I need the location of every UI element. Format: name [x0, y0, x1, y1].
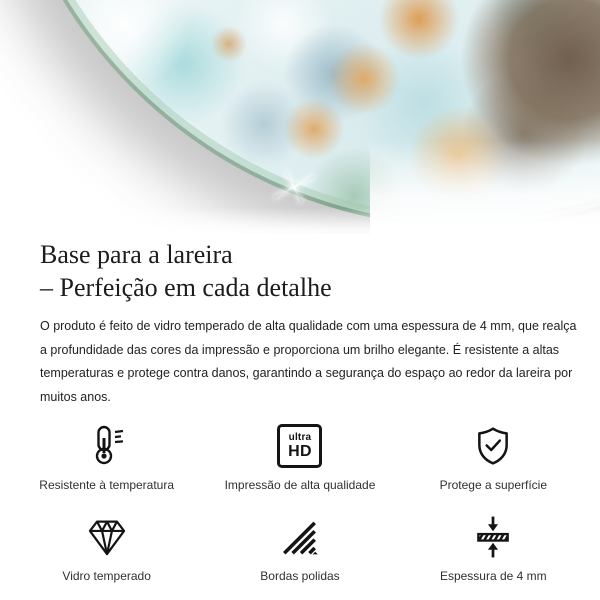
photo-bottom-fade [0, 208, 600, 234]
polished-edges-icon [279, 514, 321, 560]
feature-label: Resistente à temperatura [39, 478, 175, 492]
feature-label: Protege a superfície [439, 478, 548, 492]
product-description: O produto é feito de vidro temperado de alta qualidade com uma espessura de 4 mm, que realça a profundidade das cores da impressão e proporciona um brilho elegante. É resistente a altas temperaturas e protege contra danos, garantindo a segurança do espaço ao redor da lareira por muitos anos. [40, 319, 577, 404]
features-grid [0, 423, 600, 583]
feature-label: Vidro temperado [62, 569, 151, 583]
title-line-1: Base para a lareira [40, 240, 233, 269]
uhd-icon-text-hd: HD [288, 442, 312, 460]
feature-label: Impressão de alta qualidade [224, 478, 376, 492]
feature-tempered-glass [10, 514, 203, 583]
ultra-hd-icon [277, 423, 322, 469]
page-title [40, 238, 560, 304]
feature-label: Bordas polidas [260, 569, 340, 583]
product-photo [0, 0, 600, 234]
title-line-2: – Perfeição em cada detalhe [40, 273, 332, 302]
thickness-compress-icon [471, 514, 515, 560]
feature-polished-edges [203, 514, 396, 583]
feature-protection [397, 423, 590, 492]
feature-thickness [397, 514, 590, 583]
feature-label: Espessura de 4 mm [439, 569, 547, 583]
shield-check-icon [472, 423, 514, 469]
feature-print-quality [203, 423, 396, 492]
uhd-icon-text-ultra: ultra [288, 431, 312, 443]
feature-temperature [10, 423, 203, 492]
diamond-icon [85, 514, 129, 560]
thermometer-icon [86, 423, 128, 469]
